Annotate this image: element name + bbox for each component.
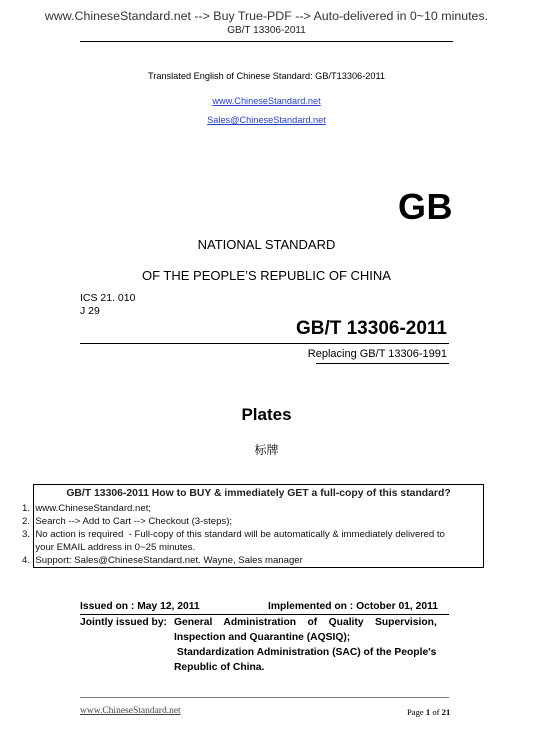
ics-code: ICS 21. 010 [80, 292, 136, 304]
total-pages: 21 [441, 707, 451, 717]
gb-logo: GB [398, 186, 453, 227]
page-label: Page [407, 707, 424, 717]
translated-line: Translated English of Chinese Standard: GB/T13306-2011 [148, 71, 385, 81]
current-page: 1 [425, 707, 431, 717]
issued-date: Issued on : May 12, 2011 [80, 601, 200, 612]
national-standard-heading: NATIONAL STANDARD [197, 237, 336, 252]
dates-divider [80, 614, 449, 615]
footer-website-link[interactable]: www.ChineseStandard.net [80, 706, 181, 716]
replacing-underline [316, 363, 449, 364]
standard-divider [80, 343, 449, 344]
footer-divider [80, 697, 449, 698]
issuer-line: Republic of China. [174, 662, 265, 673]
buy-step: 1. www.ChineseStandard.net; [22, 503, 152, 514]
document-title-chinese: 标牌 [254, 443, 279, 457]
buy-heading: GB/T 13306-2011 How to BUY & immediately GET a full-copy of this standard? [66, 488, 451, 499]
buy-step: 2. Search --> Add to Cart --> Checkout (3-steps); [22, 516, 233, 527]
replacing-note: Replacing GB/T 13306-1991 [307, 348, 447, 360]
issuer-line: General Administration of Quality Supervision, [174, 617, 437, 628]
top-banner: www.ChineseStandard.net --> Buy True-PDF --> Auto-delivered in 0~10 minutes. [44, 9, 489, 23]
of-label: of [432, 707, 440, 717]
buy-step: your EMAIL address in 0~25 minutes. [22, 542, 196, 553]
j-code: J 29 [80, 305, 100, 317]
header-divider [80, 41, 453, 42]
website-link[interactable]: www.ChineseStandard.net [212, 96, 321, 106]
buy-step: 4. Support: Sales@ChineseStandard.net. Wayne, Sales manager [22, 555, 303, 566]
standard-number: GB/T 13306-2011 [295, 318, 447, 339]
jointly-issued-label: Jointly issued by: [80, 617, 167, 628]
page-number [407, 707, 450, 717]
implemented-date: Implemented on : October 01, 2011 [268, 601, 438, 612]
republic-heading: OF THE PEOPLE’S REPUBLIC OF CHINA [142, 268, 391, 283]
buy-step: 3. No action is required - Full-copy of this standard will be automatically & immediately delivered to [22, 529, 445, 540]
document-title: Plates [241, 405, 292, 424]
header-standard-code: GB/T 13306-2011 [227, 25, 306, 36]
issuer-line: Inspection and Quarantine (AQSIQ); [174, 632, 351, 643]
email-link[interactable]: Sales@ChineseStandard.net [207, 115, 326, 125]
issuer-line: Standardization Administration (SAC) of the People's [174, 647, 437, 658]
